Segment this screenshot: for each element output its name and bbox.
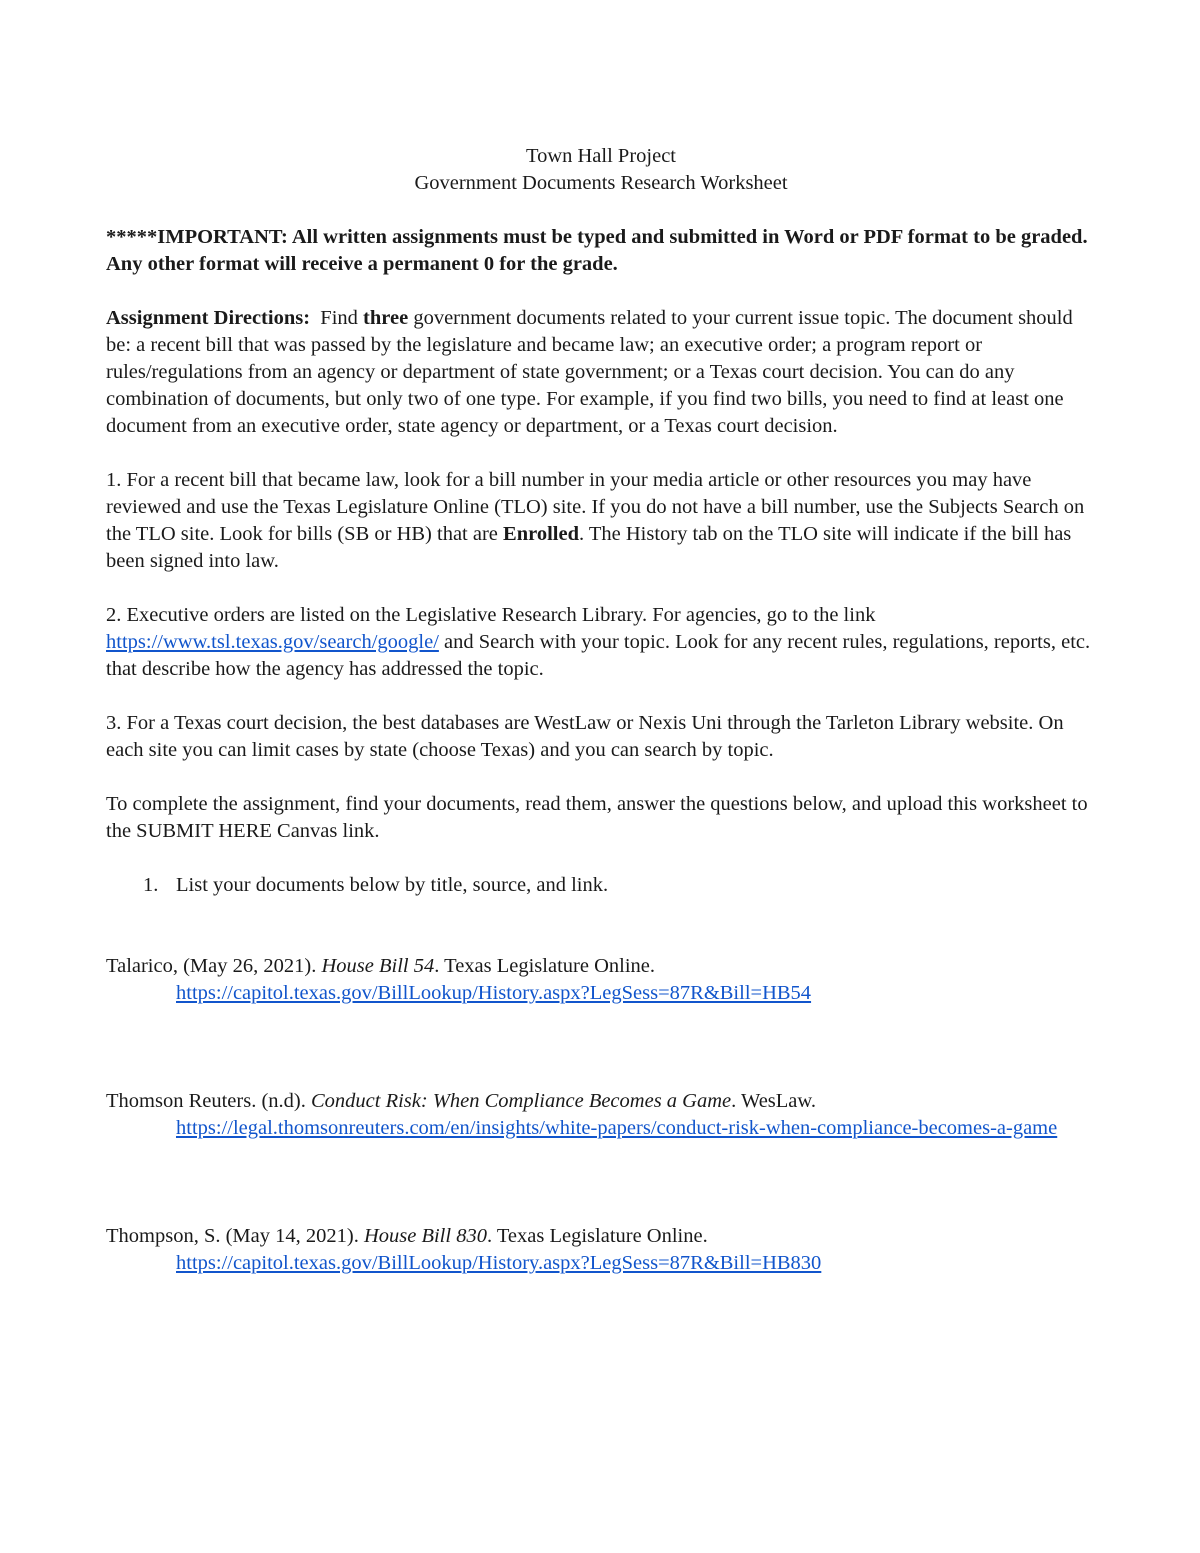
reference-citation xyxy=(106,1223,1096,1250)
question-1-marker: 1. xyxy=(143,874,159,896)
important-notice: *****IMPORTANT: All written assignments must be typed and submitted in Word or PDF format to be graded. Any other format will receive a permanent 0 for the grade. xyxy=(106,226,1088,275)
directions-pre: Find xyxy=(310,307,364,329)
question-1-text: List your documents below by title, source, and link. xyxy=(176,874,609,896)
reference-author: Thompson, S. (May 14, 2021). xyxy=(106,1225,364,1247)
step-1-pre: 1. For a recent bill that became law, look for a bill number in your media article or other resources you may have reviewed and use the Texas Legislature Online (TLO) site. If you do not have a bill number, use the Subjects Search on the TLO site. Look for bills (SB or HB) that are xyxy=(106,469,1085,545)
tsl-search-link[interactable]: https://www.tsl.texas.gov/search/google/ xyxy=(106,631,439,653)
document-title: Town Hall Project xyxy=(525,145,676,167)
reference-title: House Bill 830 xyxy=(363,1225,487,1247)
question-1 xyxy=(106,872,1096,899)
reference-source: . Texas Legislature Online. xyxy=(434,955,655,977)
reference-title: Conduct Risk: When Compliance Becomes a Game xyxy=(310,1090,732,1112)
completion-instructions: To complete the assignment, find your documents, read them, answer the questions below, and upload this worksheet to the SUBMIT HERE Canvas link. xyxy=(106,793,1088,842)
reference-citation xyxy=(106,953,1096,980)
step-2-paragraph xyxy=(106,602,1096,683)
directions-post: government documents related to your current issue topic. The document should be: a recent bill that was passed by the legislature and became law; an executive order; a program report or rules/regulations from an agency or department of state government; or a Texas court decision. You can do any combination of documents, but only two of one type. For example, if you find two bills, you need to find at least one document from an executive order, state agency or department, or a Texas court decision. xyxy=(106,307,1073,437)
document-subtitle: Government Documents Research Worksheet xyxy=(414,172,788,194)
step-1-post: . The History tab on the TLO site will indicate if the bill has been signed into law. xyxy=(106,523,1072,572)
reference-citation xyxy=(106,1088,1096,1115)
reference-author: Talarico, (May 26, 2021). xyxy=(106,955,322,977)
step-3-paragraph: 3. For a Texas court decision, the best databases are WestLaw or Nexis Uni through the Tarleton Library website. On each site you can limit cases by state (choose Texas) and you can search by topic. xyxy=(106,712,1064,761)
step-1-paragraph xyxy=(106,467,1096,575)
step-2-pre: 2. Executive orders are listed on the Legislative Research Library. For agencies, go to the link xyxy=(106,604,876,626)
reference-source: . Texas Legislature Online. xyxy=(486,1225,708,1247)
reference-entry xyxy=(106,1223,1096,1277)
reference-entry xyxy=(106,1088,1096,1142)
reference-link[interactable]: https://capitol.texas.gov/BillLookup/History.aspx?LegSess=87R&Bill=HB830 xyxy=(176,1252,822,1274)
reference-entry xyxy=(106,953,1096,1007)
reference-link[interactable]: https://legal.thomsonreuters.com/en/insights/white-papers/conduct-risk-when-compliance-becomes-a-game xyxy=(176,1117,1058,1139)
assignment-directions xyxy=(106,305,1096,440)
directions-bold-word: three xyxy=(363,307,409,329)
step-1-bold-word: Enrolled xyxy=(503,523,579,545)
directions-label: Assignment Directions: xyxy=(106,307,311,329)
reference-title: House Bill 54 xyxy=(321,955,435,977)
reference-source: . WesLaw. xyxy=(731,1090,817,1112)
reference-link[interactable]: https://capitol.texas.gov/BillLookup/History.aspx?LegSess=87R&Bill=HB54 xyxy=(176,982,812,1004)
reference-author: Thomson Reuters. (n.d). xyxy=(106,1090,311,1112)
document-page xyxy=(106,143,1096,1277)
step-2-post: and Search with your topic. Look for any recent rules, regulations, reports, etc. that describe how the agency has addressed the topic. xyxy=(106,631,1091,680)
